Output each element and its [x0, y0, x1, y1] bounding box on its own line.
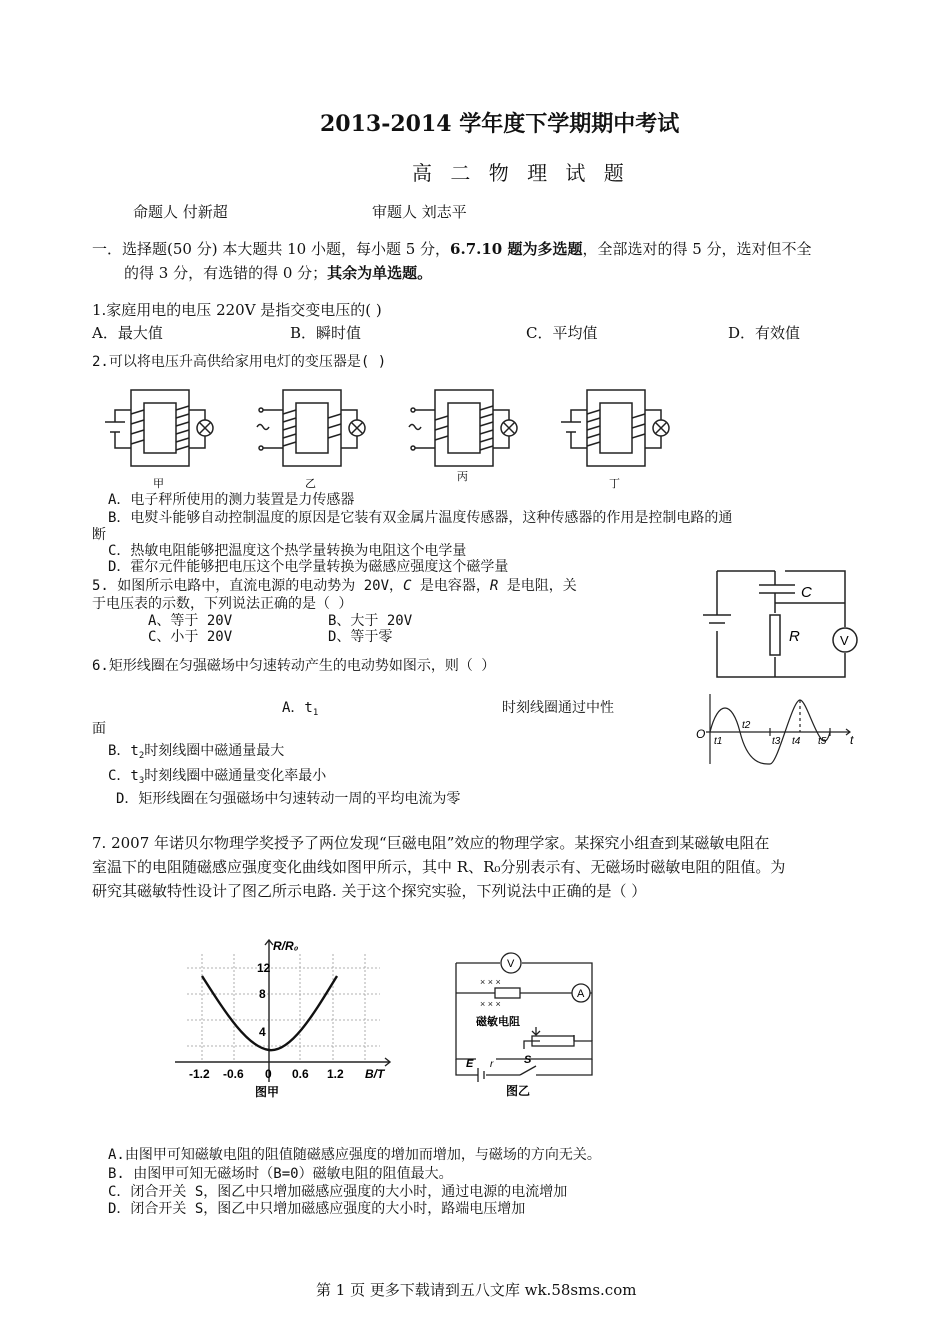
- question-5-option-a: A、等于 20V: [148, 613, 233, 629]
- question-6-stem: 6.矩形线圈在匀强磁场中匀速转动产生的电动势如图示，则（ ）: [92, 658, 496, 674]
- page-title: 2013-2014 学年度下学期期中考试: [320, 111, 680, 137]
- transformer-yi: [257, 390, 365, 466]
- q6-c-text: 时刻线圈中磁通量变化率最小: [144, 768, 327, 784]
- q7-fig-b-resistor-label: 磁敏电阻: [476, 1016, 520, 1028]
- q7-fig-a-xtick-06: 0.6: [292, 1067, 309, 1081]
- q7-fig-b-a: A: [577, 988, 585, 1000]
- question-1-option-d: D．有效值: [728, 324, 801, 342]
- q7-fig-a-xlabel: B/T: [365, 1067, 385, 1081]
- q6-c-prefix: C．t: [108, 768, 139, 784]
- question-7-line3: 研究其磁敏特性设计了图乙所示电路. 关于这个探究实验，下列说法中正确的是（ ）: [92, 882, 647, 900]
- section-instructions-line2: [124, 263, 432, 283]
- q5-circuit-figure: [695, 563, 865, 685]
- q7-figure-a: [165, 932, 400, 1107]
- question-6-option-c: [108, 766, 326, 791]
- q7-fig-a-ytick-8: 8: [259, 987, 266, 1001]
- question-6-option-a: [282, 698, 318, 723]
- q7-fig-a-xtick-m12: -1.2: [189, 1067, 210, 1081]
- q7-fig-b-s: S: [524, 1054, 532, 1066]
- q7-fig-b-v: V: [507, 958, 515, 970]
- q7-fig-b-r: r: [490, 1059, 494, 1070]
- section-instructions-line1: [92, 239, 812, 259]
- sensor-option-d: D．霍尔元件能够把电压这个电学量转换为磁感应强度这个磁学量: [108, 559, 509, 575]
- section-part-c: ，全部选对的得 5 分，选对但不全: [582, 240, 812, 258]
- question-2-stem: 2.可以将电压升高供给家用电灯的变压器是( ): [92, 354, 387, 370]
- section-part-e: 其余为单选题。: [327, 264, 433, 282]
- q7-fig-a-xtick-m06: -0.6: [223, 1067, 244, 1081]
- q5-resistor-letter: R: [489, 578, 499, 594]
- q5-capacitor-letter: C: [403, 578, 412, 594]
- q5-text-c: 是电阻，关: [498, 578, 577, 594]
- q6-tick-t3: t3: [772, 736, 781, 747]
- section-part-a: 一．选择题(50 分) 本大题共 10 小题，每小题 5 分，: [92, 240, 451, 258]
- author-line: 命题人 付新超: [133, 203, 228, 221]
- question-6-option-a-cont: 面: [92, 721, 106, 737]
- transformer-jia: [105, 390, 213, 466]
- question-5-option-b: B、大于 20V: [328, 613, 413, 629]
- question-7-option-a: A.由图甲可知磁敏电阻的阻值随磁感应强度的增加而增加，与磁场的方向无关。: [108, 1147, 601, 1163]
- q5-figure-r: R: [789, 628, 800, 645]
- question-7-option-c: C．闭合开关 S，图乙中只增加磁感应强度的大小时，通过电源的电流增加: [108, 1184, 568, 1200]
- section-part-d: 的得 3 分，有选错的得 0 分；: [124, 264, 328, 282]
- q7-fig-a-ytick-4: 4: [259, 1025, 266, 1039]
- transformer-label-ding: 丁: [609, 478, 620, 490]
- q7-fig-a-caption: 图甲: [255, 1085, 280, 1099]
- question-1-option-a: A．最大值: [92, 324, 163, 342]
- question-5-line1: [92, 576, 577, 596]
- q6-a-sub: 1: [312, 708, 319, 718]
- q7-figure-b: [440, 935, 610, 1100]
- q6-c-sub: 3: [138, 776, 145, 786]
- transformer-label-bing: 丙: [457, 471, 468, 483]
- q6-tick-t4: t4: [792, 736, 801, 747]
- sensor-option-a: A．电子秤所使用的测力装置是力传感器: [108, 492, 355, 508]
- question-7-line1: 7. 2007 年诺贝尔物理学奖授予了两位发现“巨磁电阻”效应的物理学家。某探究小组查到某磁敏电阻在: [92, 834, 770, 852]
- q6-a-prefix: A．t: [282, 700, 313, 716]
- q6-tick-t2: t2: [742, 720, 751, 731]
- sensor-option-c: C．热敏电阻能够把温度这个热学量转换为电阻这个电学量: [108, 543, 467, 559]
- q5-figure-c: C: [801, 584, 812, 601]
- sensor-option-b-line1: B．电熨斗能够自动控制温度的原因是它装有双金属片温度传感器，这种传感器的作用是控制电路的通: [108, 510, 733, 526]
- question-5-option-d: D、等于零: [328, 629, 393, 645]
- q6-sine-graph: [680, 690, 860, 770]
- question-5-option-c: C、小于 20V: [148, 629, 233, 645]
- q6-tick-t5: t5: [818, 736, 827, 747]
- q7-fig-a-xtick-12: 1.2: [327, 1067, 344, 1081]
- q7-fig-b-e: E: [466, 1058, 474, 1070]
- question-7-option-b: B. 由图甲可知无磁场时（B=0）磁敏电阻的阻值最大。: [108, 1166, 453, 1182]
- q6-b-text: 时刻线圈中磁通量最大: [144, 743, 285, 759]
- svg-text:× × ×: × × ×: [480, 977, 501, 987]
- q6-b-prefix: B．t: [108, 743, 139, 759]
- transformer-bing: [409, 390, 517, 466]
- transformer-label-jia: 甲: [153, 478, 164, 490]
- page-footer: 第 1 页 更多下载请到五八文库 wk.58sms.com: [316, 1281, 637, 1299]
- q6-tick-t1: t1: [714, 736, 723, 747]
- section-part-b: 6.7.10 题为多选题: [450, 240, 583, 258]
- transformer-label-yi: 乙: [305, 478, 316, 490]
- reviewer-line: 审题人 刘志平: [372, 203, 467, 221]
- question-1-stem: 1.家庭用电的电压 220V 是指交变电压的( ): [92, 301, 382, 319]
- q6-b-sub: 2: [138, 751, 145, 761]
- sensor-option-b-line2: 断: [92, 527, 106, 543]
- transformer-figures: [95, 380, 705, 492]
- question-7-option-d: D．闭合开关 S，图乙中只增加磁感应强度的大小时，路端电压增加: [108, 1201, 526, 1217]
- q7-fig-a-xtick-0: 0: [265, 1067, 272, 1081]
- q6-origin: O: [696, 727, 706, 741]
- question-6-option-d: D．矩形线圈在匀强磁场中匀速转动一周的平均电流为零: [116, 791, 461, 807]
- question-1-option-c: C．平均值: [526, 324, 598, 342]
- question-6-option-a-tail: 时刻线圈通过中性: [502, 700, 614, 716]
- q5-text-b: 是电容器，: [411, 578, 490, 594]
- page-subtitle: 高 二 物 理 试 题: [412, 161, 630, 185]
- question-6-option-b: [108, 741, 284, 766]
- transformer-ding: [561, 390, 669, 466]
- svg-text:× × ×: × × ×: [480, 999, 501, 1009]
- q7-fig-a-ylabel: R/R₀: [273, 939, 299, 953]
- question-1-option-b: B．瞬时值: [290, 324, 362, 342]
- q7-fig-b-caption: 图乙: [506, 1084, 531, 1098]
- question-7-line2: 室温下的电阻随磁感应强度变化曲线如图甲所示，其中 R、R₀分别表示有、无磁场时磁敏电阻的阻值。为: [92, 858, 786, 876]
- q7-fig-a-ytick-12: 12: [257, 961, 271, 975]
- question-5-line2: 于电压表的示数，下列说法正确的是（ ）: [92, 596, 353, 612]
- q5-text-a: 5. 如图所示电路中，直流电源的电动势为 20V，: [92, 578, 403, 594]
- q6-axis-t: t: [850, 733, 854, 747]
- q5-figure-v: V: [840, 633, 849, 648]
